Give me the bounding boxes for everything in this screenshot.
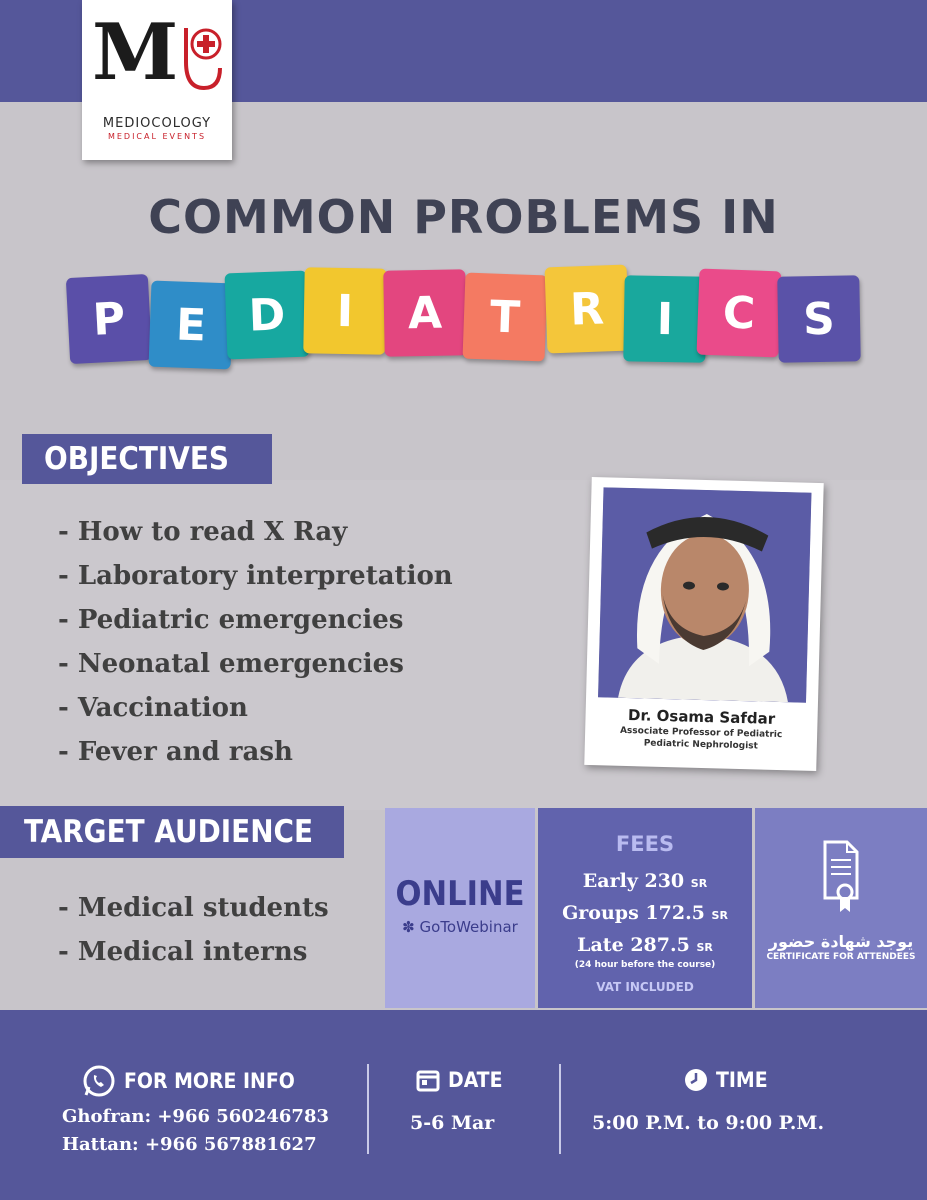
- puzzle-piece: C: [697, 269, 782, 358]
- certificate-icon: [821, 840, 861, 920]
- certificate-english: CERTIFICATE FOR ATTENDEES: [766, 952, 916, 962]
- puzzle-piece: D: [225, 271, 310, 360]
- gotowebinar-icon: ✽: [402, 918, 415, 936]
- list-item: - How to read X Ray: [58, 517, 348, 547]
- certificate-arabic: يوجد شهادة حضور: [768, 932, 914, 951]
- fee-late: Late 287.5 SR: [577, 934, 713, 956]
- list-item: - Vaccination: [58, 693, 248, 723]
- objectives-title: OBJECTIVES: [22, 434, 272, 484]
- puzzle-piece: S: [777, 275, 860, 362]
- calendar-icon: [416, 1068, 440, 1092]
- puzzle-piece: E: [149, 281, 234, 370]
- fee-early: Early 230 SR: [582, 870, 708, 892]
- puzzle-piece: R: [545, 265, 630, 354]
- puzzle-piece: P: [66, 274, 152, 364]
- contact-ghofran: Ghofran: +966 560246783: [62, 1106, 329, 1127]
- whatsapp-icon: [82, 1064, 116, 1098]
- logo-name: MEDIOCOLOGY: [102, 116, 212, 131]
- vat-note: VAT INCLUDED: [596, 980, 694, 994]
- list-item: - Neonatal emergencies: [58, 649, 404, 679]
- puzzle-piece: I: [623, 275, 706, 362]
- speaker-card: [584, 477, 823, 771]
- list-item: - Medical students: [58, 893, 329, 923]
- headline: COMMON PROBLEMS IN: [148, 190, 779, 244]
- speaker-specialty: Pediatric Nephrologist: [643, 738, 759, 752]
- info-heading: FOR MORE INFO: [82, 1064, 295, 1098]
- fees-box: [538, 808, 752, 1008]
- fees-title: FEES: [615, 832, 675, 856]
- puzzle-piece: A: [383, 269, 466, 356]
- online-label: ONLINE: [395, 874, 525, 914]
- mediocology-logo: [82, 0, 232, 160]
- divider: [559, 1064, 561, 1154]
- objectives-list: [58, 510, 453, 774]
- audience-title: TARGET AUDIENCE: [0, 806, 344, 858]
- online-box: [385, 808, 535, 1008]
- list-item: - Pediatric emergencies: [58, 605, 404, 635]
- time-value: 5:00 P.M. to 9:00 P.M.: [592, 1112, 825, 1134]
- speaker-name: Dr. Osama Safdar: [627, 706, 776, 728]
- platform-label: ✽ GoToWebinar: [402, 918, 518, 936]
- speaker-portrait-icon: [598, 487, 811, 702]
- speaker-role: Associate Professor of Pediatric: [619, 725, 783, 741]
- puzzle-piece: I: [303, 267, 386, 354]
- logo-letter: M: [92, 7, 173, 98]
- audience-list: [58, 886, 329, 974]
- bottom-band: [0, 1010, 927, 1200]
- fee-groups: Groups 172.5 SR: [562, 902, 728, 924]
- divider: [367, 1064, 369, 1154]
- puzzle-piece: T: [463, 273, 548, 362]
- certificate-box: [755, 808, 927, 1008]
- stethoscope-icon: [180, 18, 226, 98]
- date-value: 5-6 Mar: [410, 1112, 495, 1134]
- list-item: - Fever and rash: [58, 737, 293, 767]
- logo-subtitle: MEDICAL EVENTS: [107, 132, 207, 141]
- fee-note: (24 hour before the course): [574, 960, 716, 970]
- speaker-photo: [598, 487, 811, 702]
- clock-icon: [684, 1068, 708, 1092]
- list-item: - Laboratory interpretation: [58, 561, 453, 591]
- time-heading: TIME: [684, 1068, 768, 1092]
- list-item: - Medical interns: [58, 937, 308, 967]
- date-heading: DATE: [416, 1068, 502, 1092]
- contact-hattan: Hattan: +966 567881627: [62, 1134, 317, 1155]
